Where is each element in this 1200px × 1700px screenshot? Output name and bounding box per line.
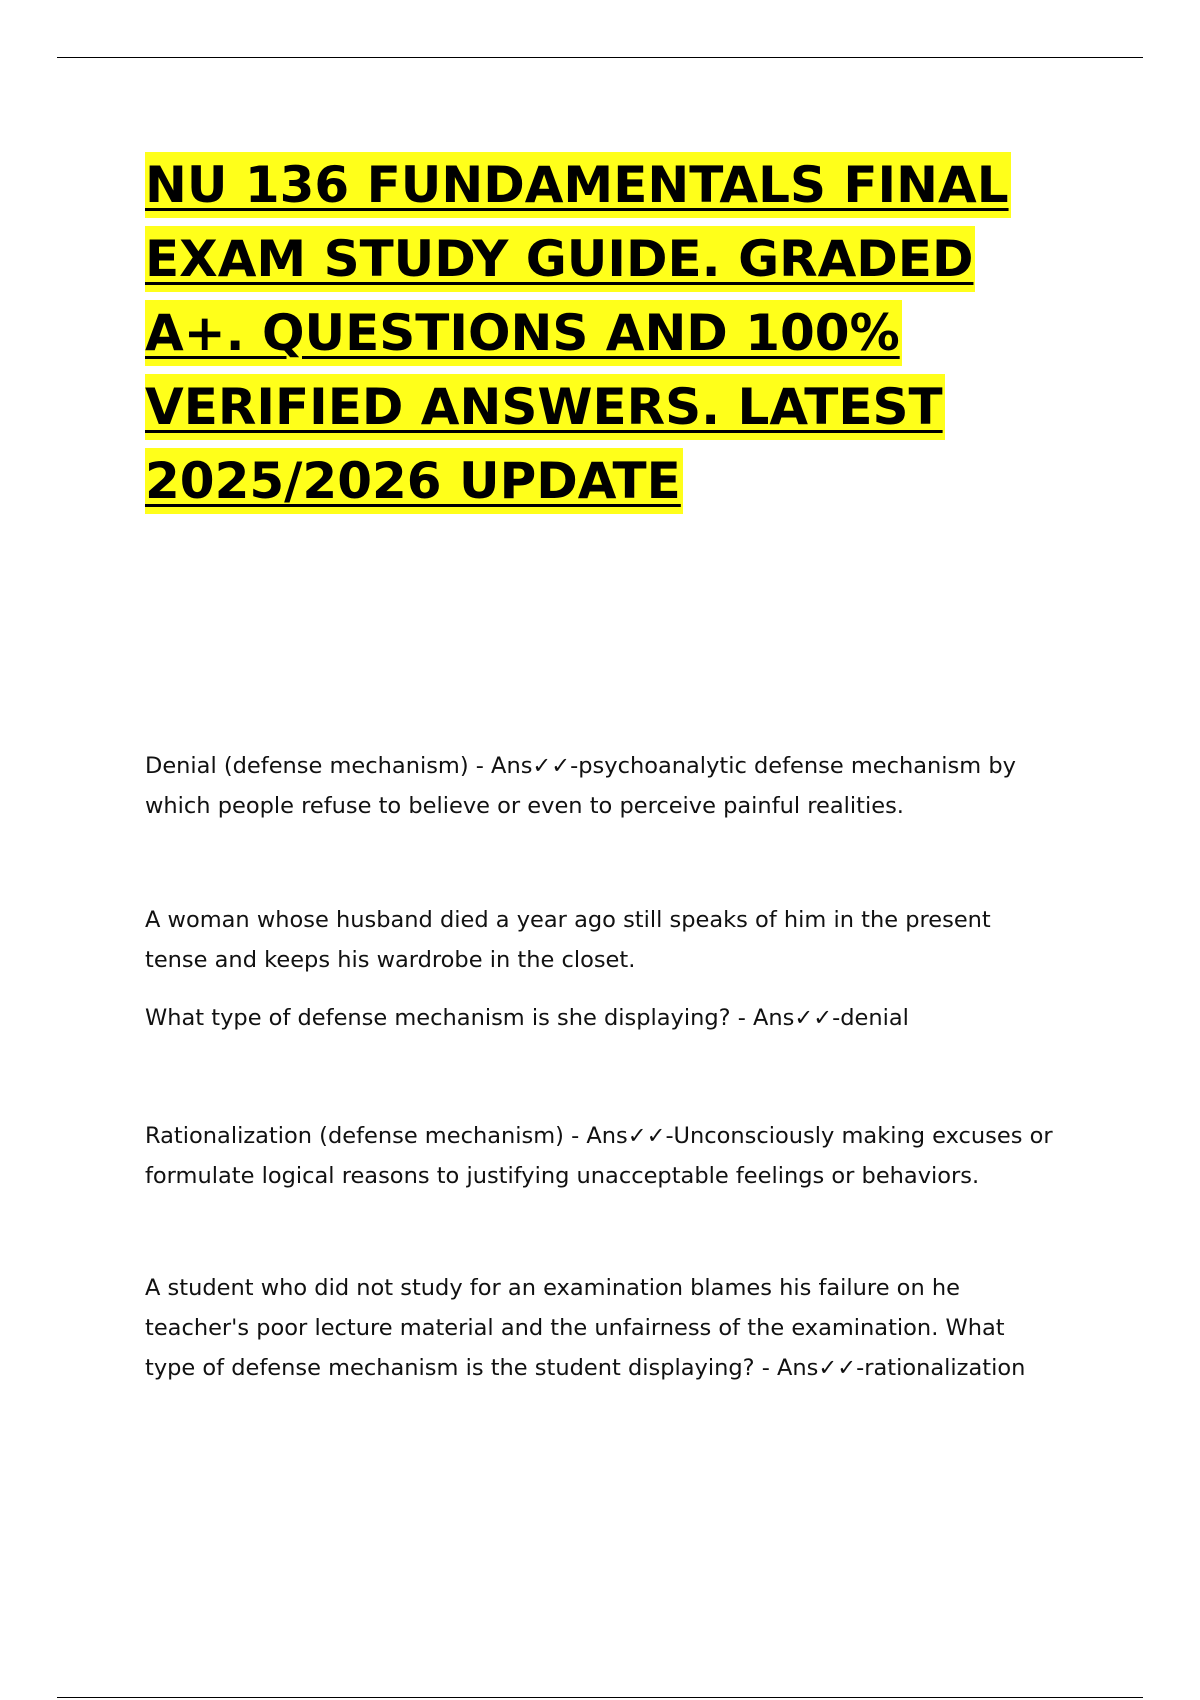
answer-text: -denial bbox=[832, 1005, 909, 1031]
question-text: A student who did not study for an examination blames his failure on he teacher's poor lecture material and the unfairness of the examination. What type of defense mechanism is the student displaying? - Ans bbox=[145, 1275, 1005, 1381]
qa-entry-rationalization bbox=[145, 1116, 1055, 1196]
question-text: A woman whose husband died a year ago still speaks of him in the present tense and keeps his wardrobe in the closet. bbox=[145, 907, 991, 973]
check-icon: ✓✓ bbox=[627, 1123, 666, 1149]
qa-entry-student bbox=[145, 1268, 1055, 1388]
answer-text: -Unconsciously making excuses or formulate logical reasons to justifying unacceptable feelings or behaviors. bbox=[145, 1123, 1053, 1189]
document-title bbox=[145, 148, 1065, 518]
check-icon: ✓✓ bbox=[818, 1355, 857, 1381]
title-highlight: NU 136 FUNDAMENTALS FINAL EXAM STUDY GUIDE. GRADED A+. QUESTIONS AND 100% VERIFIED ANSWERS. LATEST 2025/2026 UPDATE bbox=[145, 152, 1011, 514]
bottom-rule bbox=[57, 1697, 1143, 1698]
qa-entry-denial bbox=[145, 746, 1055, 826]
check-icon: ✓✓ bbox=[794, 1005, 833, 1031]
top-rule bbox=[57, 57, 1143, 58]
answer-text: -psychoanalytic defense mechanism by which people refuse to believe or even to perceive painful realities. bbox=[145, 753, 1016, 819]
qa-entry-widow-question bbox=[145, 998, 1055, 1038]
question-text: What type of defense mechanism is she displaying? - Ans bbox=[145, 1005, 795, 1031]
qa-entry-widow-scenario bbox=[145, 900, 1055, 980]
check-icon: ✓✓ bbox=[532, 753, 571, 779]
answer-text: -rationalization bbox=[856, 1355, 1026, 1381]
question-text: Denial (defense mechanism) - Ans bbox=[145, 753, 533, 779]
question-text: Rationalization (defense mechanism) - Ans bbox=[145, 1123, 628, 1149]
